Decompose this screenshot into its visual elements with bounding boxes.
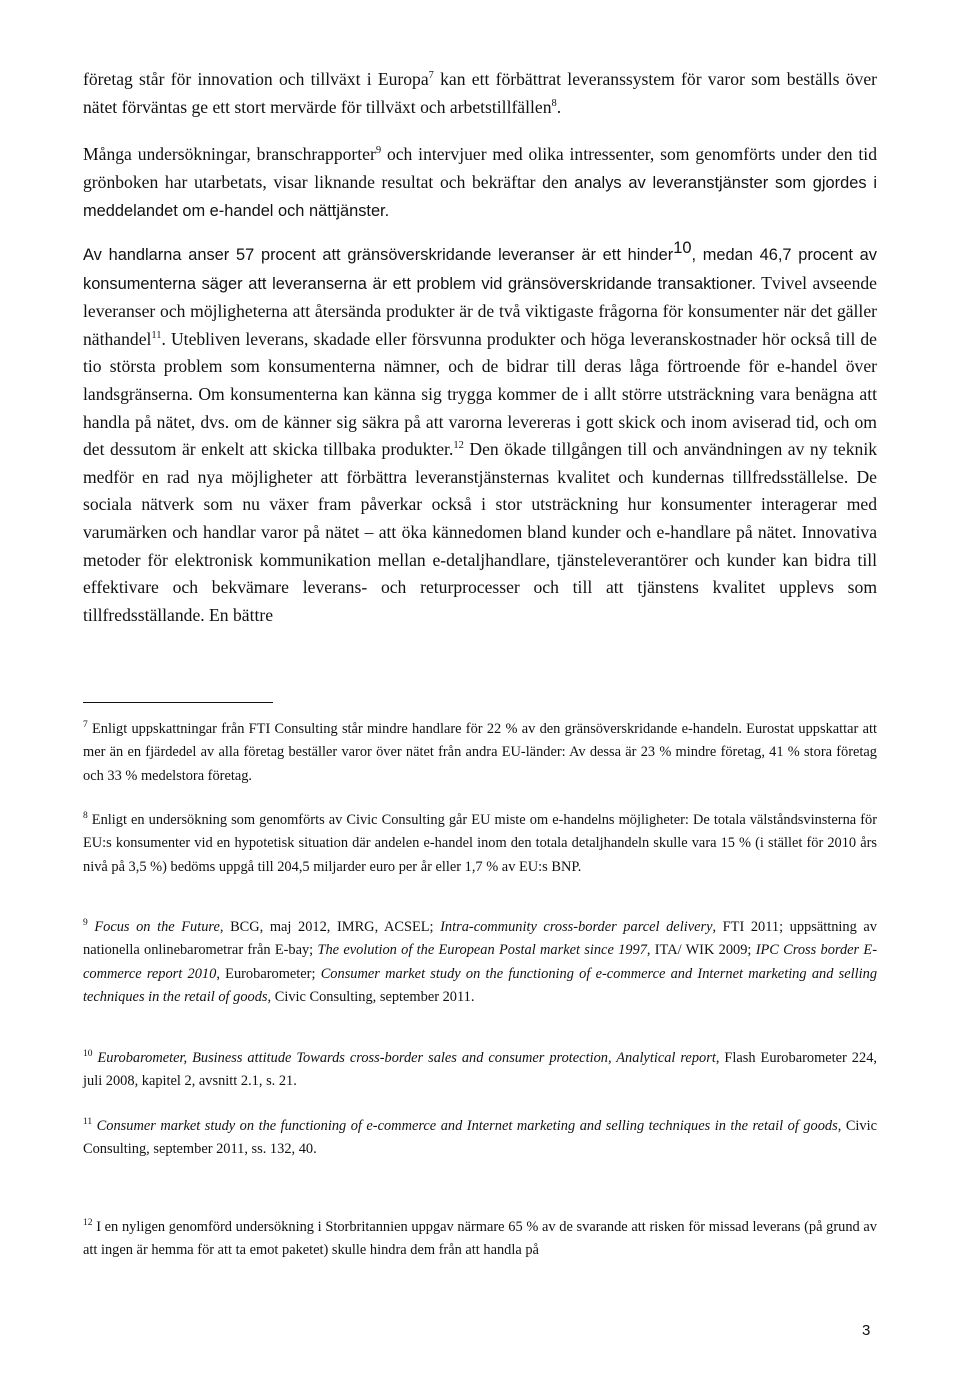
- footnote-ref: 9: [375, 145, 382, 157]
- footnote-ref: 9: [83, 918, 88, 929]
- text-run: kan ett förbättrat leveranssystem för varor som beställs över nätet förväntas ge ett stort mervärde för tillväxt och arbetstillfällen: [83, 69, 878, 117]
- text-run: , Eurobarometer;: [216, 965, 321, 982]
- text-run: Focus on the Future: [94, 919, 220, 935]
- text-run: , BCG, maj 2012, IMRG, ACSEL;: [219, 919, 441, 935]
- paragraph-3: [83, 241, 877, 629]
- text-run: IPC Cross border E-commerce report 2010: [83, 942, 877, 982]
- text-run: , Civic Consulting, september 2011.: [267, 989, 475, 1006]
- footnote-ref: 10: [673, 239, 692, 258]
- footnote-11: [83, 1115, 877, 1162]
- footnote-ref: 8: [551, 97, 557, 109]
- footnote-8: [83, 809, 877, 879]
- text-run: .: [556, 96, 562, 117]
- text-run: Intra-community cross-border parcel delivery: [440, 919, 713, 935]
- text-run: , Flash Eurobarometer 224, juli 2008, kapitel 2, avsnitt 2.1, s. 21.: [83, 1050, 877, 1090]
- footnote-ref: 11: [83, 1117, 93, 1128]
- paragraph-1: [83, 66, 877, 121]
- text-run: I en nyligen genomförd undersökning i Storbritannien uppgav närmare 65 % av de svarande att risken för missad leverans (på grund av att ingen är hemma för att ta emot paketet) skulle hindra dem från att handla på: [83, 1219, 877, 1259]
- text-run: Eurobarometer, Business attitude Towards cross-border sales and consumer protection, Analytical report: [97, 1050, 716, 1066]
- text-run: , medan 46,7 procent av konsumenterna säger att leveranserna är ett problem vid gränsöverskridande transaktioner.: [83, 246, 877, 293]
- footnote-ref: 7: [83, 720, 88, 731]
- footnote-ref: 11: [151, 329, 162, 341]
- text-run: analys av leveranstjänster som gjordes i meddelandet om e-handel och nättjänster.: [83, 173, 877, 221]
- text-run: . Utebliven leverans, skadade eller försvunna produkter och höga leveranskostnader hör också till de tio största problem som konsumenterna nämner, och de bidrar till deras låga förtroende för e-handel över landsgränserna. Om konsumenterna kan känna sig trygga kommer de i allt större utsträckning vara benägna att handla på nätet, dvs. om de känner sig säkra på att varorna levereras i gott skick och inom aviserad tid, och om det dessutom är enkelt att skicka tillbaka produkter.: [83, 328, 877, 460]
- text-run: och intervjuer med olika intressenter, som genomförts under den tid grönboken har utarbetats, visar liknande resultat och bekräftar den: [83, 144, 877, 192]
- footnote-ref: 12: [453, 440, 464, 452]
- text-run: The evolution of the European Postal market since 1997: [317, 942, 647, 959]
- text-run: Den ökade tillgången till och användningen av ny teknik medför en rad nya möjligheter att förbättra leveranstjänsternas kvalitet och kundernas tillfredsställelse. De sociala nätverk som nu växer fram påverkar också i stor utsträckning hur konsumenter interagerar med varumärken och handlar varor på nätet – att öka kännedomen bland kunder och e-handlare på nätet. Innovativa metoder för elektronisk kommunikation mellan e-detaljhandlare, tjänsteleverantörer och kunder kan bidra till effektivare och bekvämare leverans- och returprocesser och till att tjänstens kvalitet upplevs som tillfredsställande. En bättre: [83, 439, 877, 625]
- footnote-12: [83, 1216, 877, 1263]
- footnote-ref: 7: [428, 70, 434, 82]
- text-run: Av handlarna anser 57 procent att gränsöverskridande leveranser är ett hinder: [83, 246, 674, 264]
- footnote-ref: 8: [83, 811, 88, 822]
- text-run: företag står för innovation och tillväxt i Europa: [83, 69, 429, 89]
- footnote-9: [83, 916, 877, 1010]
- footnote-ref: 10: [83, 1049, 93, 1060]
- text-run: Tvivel avseende leveranser och möjligheterna att återsända produkter är de två viktigaste frågorna för konsumenter när det gäller näthandel: [83, 272, 877, 349]
- text-run: , ITA/ WIK 2009;: [646, 942, 756, 959]
- page-number: 3: [862, 1322, 871, 1339]
- text-run: Enligt en undersökning som genomförts av Civic Consulting går EU miste om e-handelns möjligheter: De totala välståndsvinsterna för EU:s konsumenter vid en hypotetisk situation där andelen e-handel inom den totala detaljhandeln skulle vara 15 % (i stället för 2010 års nivå på 3,5 %) bedöms uppgå till 204,5 miljarder euro per år eller 1,7 % av EU:s BNP.: [83, 812, 877, 875]
- text-run: Många undersökningar, branschrapporter: [83, 144, 376, 164]
- text-run: , Civic Consulting, september 2011, ss. 132, 40.: [83, 1118, 877, 1158]
- footnote-ref: 12: [83, 1218, 93, 1229]
- footnote-separator: [83, 702, 273, 703]
- text-run: Enligt uppskattningar från FTI Consulting står mindre handlare för 22 % av den gränsöverskridande e-handeln. Eurostat uppskattar att mer än en fjärdedel av alla företag beställer varor över nätet från andra EU-länder: Av dessa är 23 % mindre företag, 41 % stora företag och 33 % medelstora företag.: [83, 721, 877, 784]
- footnote-10: [83, 1047, 877, 1094]
- text-run: Consumer market study on the functioning of e-commerce and Internet marketing and selling techniques in the retail of goods: [96, 1118, 838, 1134]
- paragraph-2: [83, 141, 877, 226]
- footnote-7: [83, 718, 877, 788]
- text-run: , FTI 2011; uppsättning av nationella onlinebarometrar från E-bay;: [83, 919, 877, 959]
- text-run: Consumer market study on the functioning of e-commerce and Internet marketing and selling techniques in the retail of goods: [83, 965, 878, 1006]
